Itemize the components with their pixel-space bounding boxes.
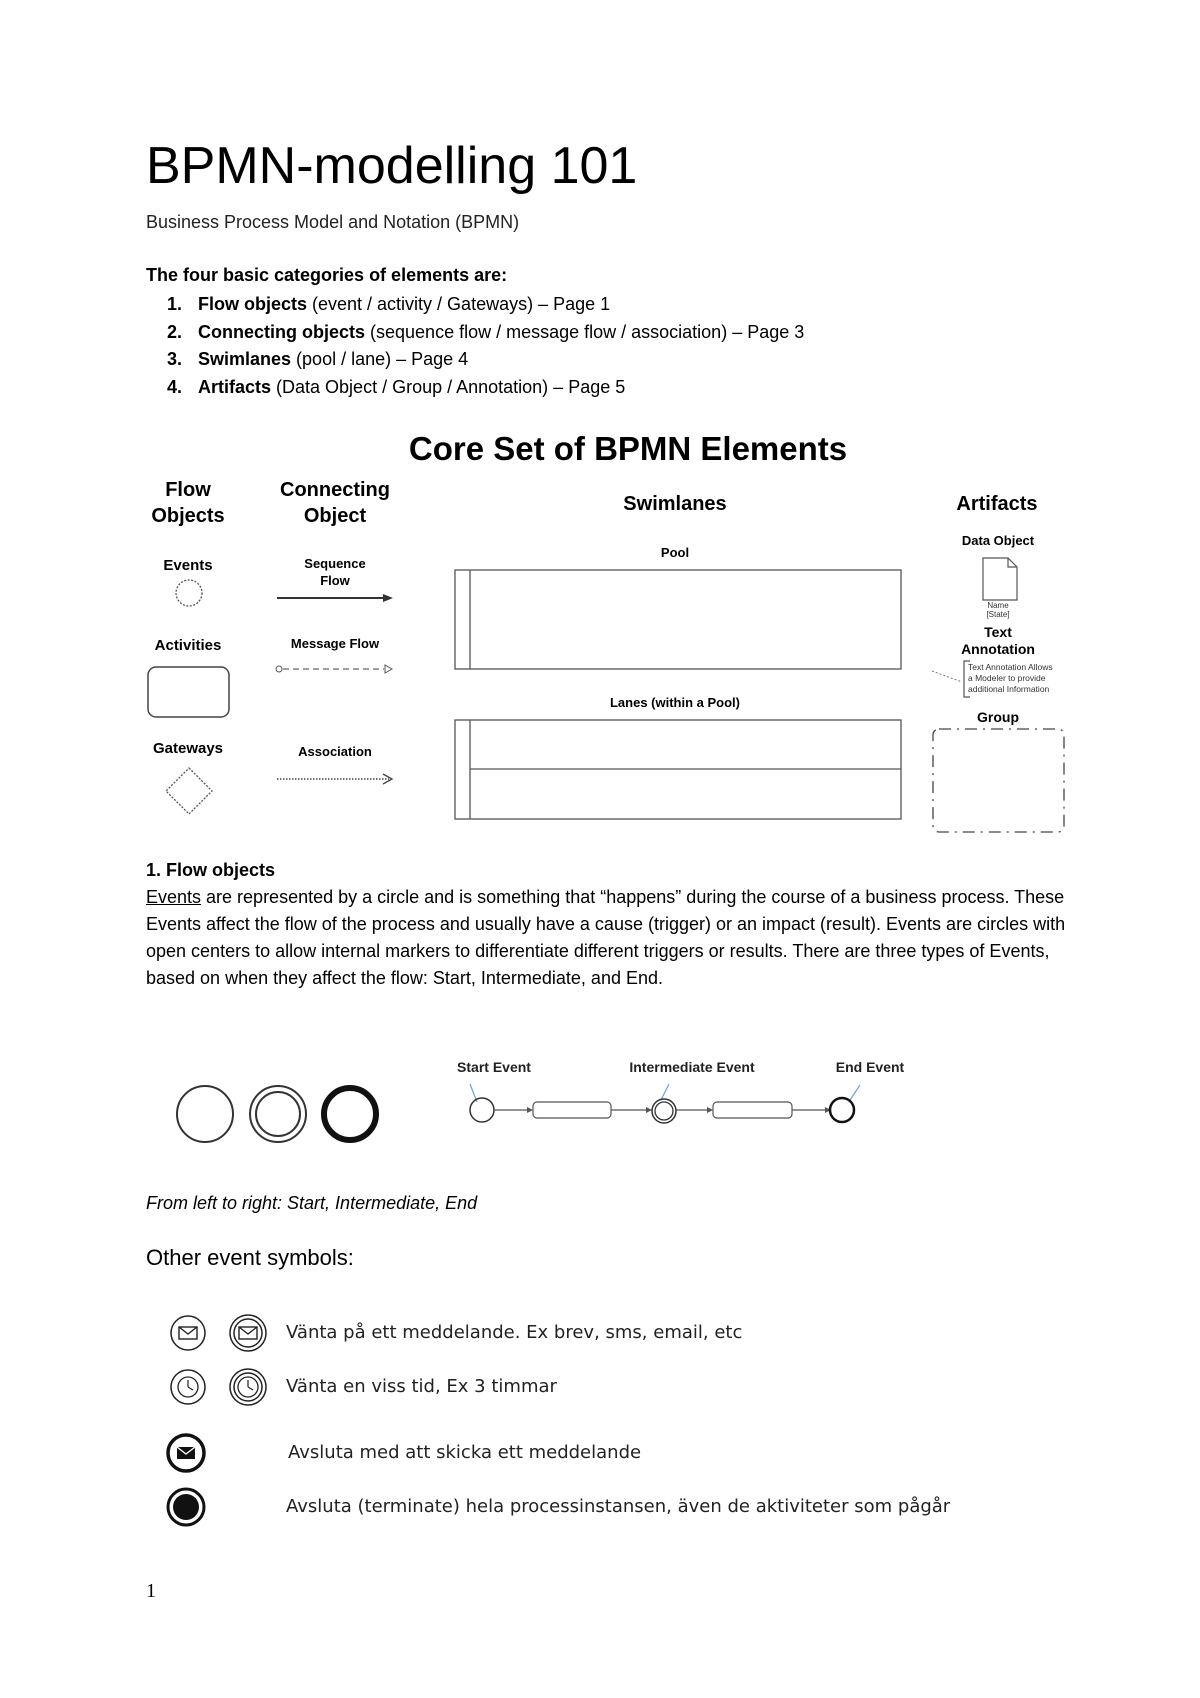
page-number: 1 (146, 1580, 156, 1602)
col-swimlanes-heading: Swimlanes (623, 493, 727, 515)
mini-activity-2 (713, 1102, 792, 1118)
list-item: 4. Artifacts (Data Object / Group / Annotation) – Page 5 (166, 376, 626, 397)
symbol-text-message-end: Avsluta med att skicka ett meddelande (288, 1442, 642, 1463)
envelope-icon (171, 1316, 205, 1350)
start-event-label: Start Event (457, 1059, 531, 1075)
end-pointer-line (850, 1085, 860, 1100)
end-event-label: End Event (835, 1059, 905, 1075)
col-flow-heading-2: Objects (151, 505, 225, 527)
start-event-icon (177, 1086, 233, 1142)
categories-intro: The four basic categories of elements are: (146, 265, 508, 285)
terminate-icon (168, 1489, 204, 1525)
mini-activity-1 (533, 1102, 611, 1118)
data-object-label: Data Object (961, 533, 1035, 548)
col-artifacts-heading: Artifacts (956, 493, 1038, 515)
activity-shape (148, 667, 229, 717)
end-event-icon (324, 1088, 376, 1140)
annotation-text-2: a Modeler to provide (968, 673, 1046, 683)
list-item: 2. Connecting objects (sequence flow / message flow / association) – Page 3 (166, 321, 805, 342)
list-item: 3. Swimlanes (pool / lane) – Page 4 (166, 349, 469, 369)
symbol-text-message-wait: Vänta på ett meddelande. Ex brev, sms, email, etc (286, 1322, 743, 1343)
page-title: BPMN-modelling 101 (146, 137, 638, 195)
message-arrowhead-icon (385, 665, 392, 673)
intermediate-event-label: Intermediate Event (629, 1059, 755, 1075)
clock-intermediate-icon (230, 1369, 266, 1405)
data-object-state: [State] (986, 610, 1010, 619)
data-object-name: Name (987, 601, 1009, 610)
intermediate-pointer-line (661, 1084, 669, 1100)
association-arrowhead-icon (383, 774, 392, 784)
pool-shape (455, 570, 901, 669)
figure-title: Core Set of BPMN Elements (408, 430, 848, 467)
col-connecting-heading-1: Connecting (280, 479, 390, 501)
section-heading: 1. Flow objects (146, 860, 276, 880)
intermediate-event-inner-icon (256, 1092, 300, 1136)
text-annotation-label-1: Text (984, 624, 1012, 640)
intermediate-event-outer-icon (250, 1086, 306, 1142)
association-label: Association (298, 744, 372, 759)
activities-label: Activities (154, 637, 222, 654)
page-subtitle: Business Process Model and Notation (BPMN) (146, 212, 520, 232)
symbol-text-timer: Vänta en viss tid, Ex 3 timmar (286, 1376, 557, 1397)
sequence-arrow-1-icon (527, 1107, 533, 1113)
mini-intermediate-inner-icon (655, 1102, 673, 1120)
sequence-label-2: Flow (320, 573, 350, 588)
data-object-icon (983, 558, 1017, 600)
events-label: Events (163, 557, 213, 574)
events-paragraph: Events are represented by a circle and is something that “happens” during the course of a business process. These Events affect the flow of the process and usually have a cause (trigger) or an impact (result). Events are circles with open centers to allow internal markers to differentiate different triggers or results. There are three types of Events, based on when they affect the flow: Start, Intermediate, and End. (146, 887, 1066, 988)
gateways-label: Gateways (152, 740, 224, 757)
annotation-association-line (932, 671, 962, 682)
col-connecting-heading-2: Object (303, 505, 367, 527)
message-flow-label: Message Flow (290, 636, 380, 651)
sequence-arrow-2-icon (646, 1107, 652, 1113)
gateway-diamond-icon (166, 768, 212, 814)
message-start-circle-icon (276, 666, 282, 672)
event-symbols-graphic (150, 1300, 280, 1540)
other-symbols-heading: Other event symbols: (146, 1245, 354, 1270)
annotation-text-1: Text Annotation Allows (968, 662, 1053, 672)
envelope-intermediate-icon (230, 1315, 266, 1351)
group-shape (933, 729, 1064, 832)
sequence-label-1: Sequence (304, 556, 366, 571)
col-flow-heading-1: Flow (165, 479, 211, 501)
list-item: 1. Flow objects (event / activity / Gateways) – Page 1 (166, 294, 611, 314)
event-types-figure (0, 1040, 1200, 1190)
mini-start-event-icon (470, 1098, 494, 1122)
annotation-text-3: additional Information (968, 684, 1050, 694)
sequence-arrow-3-icon (707, 1107, 713, 1113)
text-annotation-label-2: Annotation (961, 641, 1035, 657)
figure-caption: From left to right: Start, Intermediate, End (146, 1193, 478, 1213)
filled-envelope-icon (168, 1435, 204, 1471)
event-circle-icon (176, 580, 202, 606)
sequence-arrowhead-icon (383, 594, 393, 602)
clock-icon (171, 1370, 205, 1404)
symbol-text-terminate: Avsluta (terminate) hela processinstansen, även de aktiviteter som pågår (286, 1496, 951, 1517)
lanes-label: Lanes (within a Pool) (609, 695, 741, 710)
pool-label: Pool (660, 545, 690, 560)
group-label: Group (977, 709, 1019, 725)
mini-end-event-icon (830, 1098, 854, 1122)
